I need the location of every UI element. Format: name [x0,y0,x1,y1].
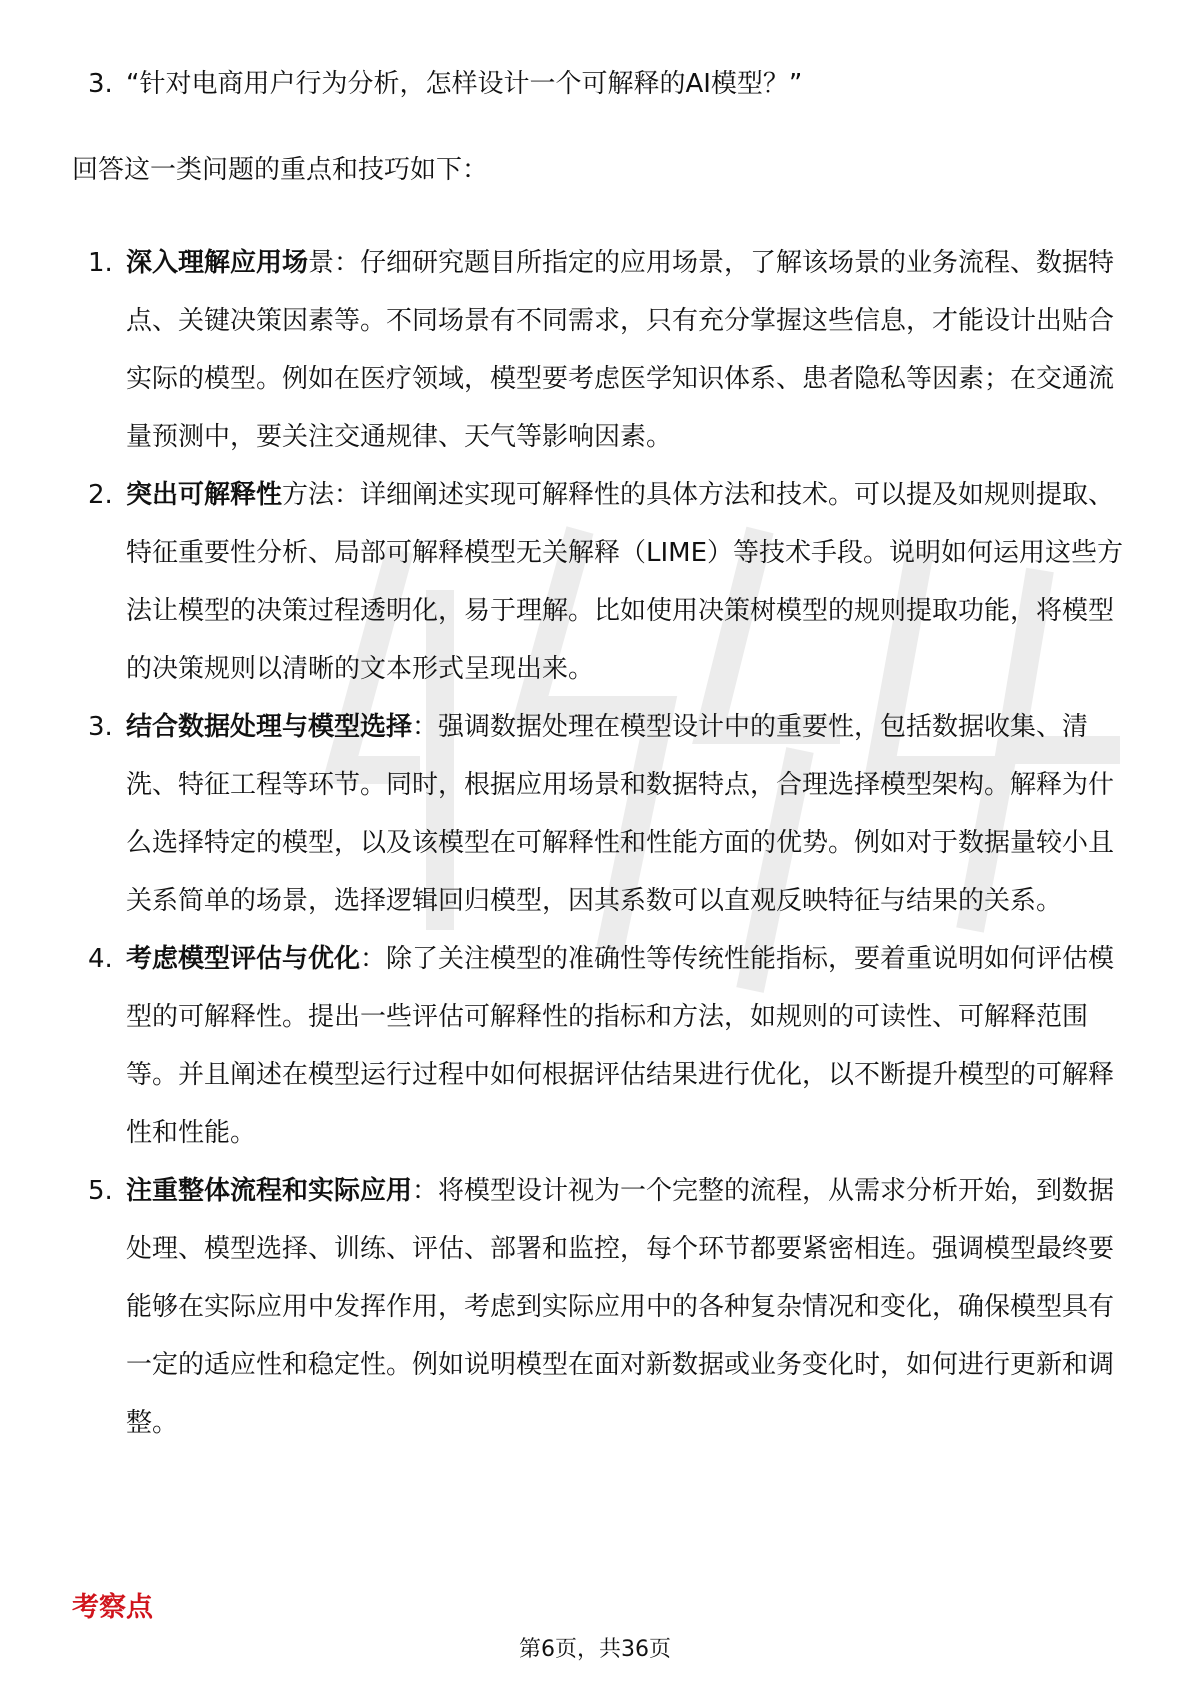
list-item [88,930,1128,1162]
list-item-number: 1. [88,248,113,278]
list-item-bold: 注重整体流程和实际应用 [126,1176,413,1206]
section-heading: 考察点 [72,1592,153,1623]
list-item-text: ：将模型设计视为一个完整的流程，从需求分析开始，到数据处理、模型选择、训练、评估、部署和监控，每个环节都要紧密相连。强调模型最终要能够在实际应用中发挥作用，考虑到实际应用中的各种复杂情况和变化，确保模型具有一定的适应性和稳定性。例如说明模型在面对新数据或业务变化时，如何进行更新和调整。 [126,1176,1115,1438]
question-number: 3. [88,69,113,99]
list-item-text: 方法：详细阐述实现可解释性的具体方法和技术。可以提及如规则提取、特征重要性分析、局部可解释模型无关解释（LIME）等技术手段。说明如何运用这些方法让模型的决策过程透明化，易于理解。比如使用决策树模型的规则提取功能，将模型的决策规则以清晰的文本形式呈现出来。 [126,480,1124,684]
page-footer: 第6页，共36页 [519,1637,671,1662]
question-line [88,64,802,104]
list-item-bold: 深入理解应用场 [126,248,309,278]
question-text: “针对电商用户行为分析，怎样设计一个可解释的AI模型？” [126,69,803,99]
list-item-text: ：强调数据处理在模型设计中的重要性，包括数据收集、清洗、特征工程等环节。同时，根据应用场景和数据特点，合理选择模型架构。解释为什么选择特定的模型，以及该模型在可解释性和性能方面的优势。例如对于数据量较小且关系简单的场景，选择逻辑回归模型，因其系数可以直观反映特征与结果的关系。 [126,712,1115,916]
list-item-bold: 结合数据处理与模型选择 [126,712,413,742]
list-item-number: 2. [88,480,113,510]
list-item-number: 4. [88,944,113,974]
list-item-number: 5. [88,1176,113,1206]
list-item-bold: 突出可解释性 [126,480,283,510]
list-item [88,234,1128,466]
list-item [88,698,1128,930]
list-item [88,466,1128,698]
list-item-bold: 考虑模型评估与优化 [126,944,361,974]
list-item-number: 3. [88,712,113,742]
intro-text: 回答这一类问题的重点和技巧如下： [72,155,489,185]
list-item-text: 景：仔细研究题目所指定的应用场景，了解该场景的业务流程、数据特点、关键决策因素等。不同场景有不同需求，只有充分掌握这些信息，才能设计出贴合实际的模型。例如在医疗领域，模型要考虑医学知识体系、患者隐私等因素；在交通流量预测中，要关注交通规律、天气等影响因素。 [126,248,1115,452]
list-item [88,1162,1128,1452]
list-item-text: ：除了关注模型的准确性等传统性能指标，要着重说明如何评估模型的可解释性。提出一些评估可解释性的指标和方法，如规则的可读性、可解释范围等。并且阐述在模型运行过程中如何根据评估结果进行优化，以不断提升模型的可解释性和性能。 [126,944,1115,1148]
tips-list [88,234,1128,1452]
